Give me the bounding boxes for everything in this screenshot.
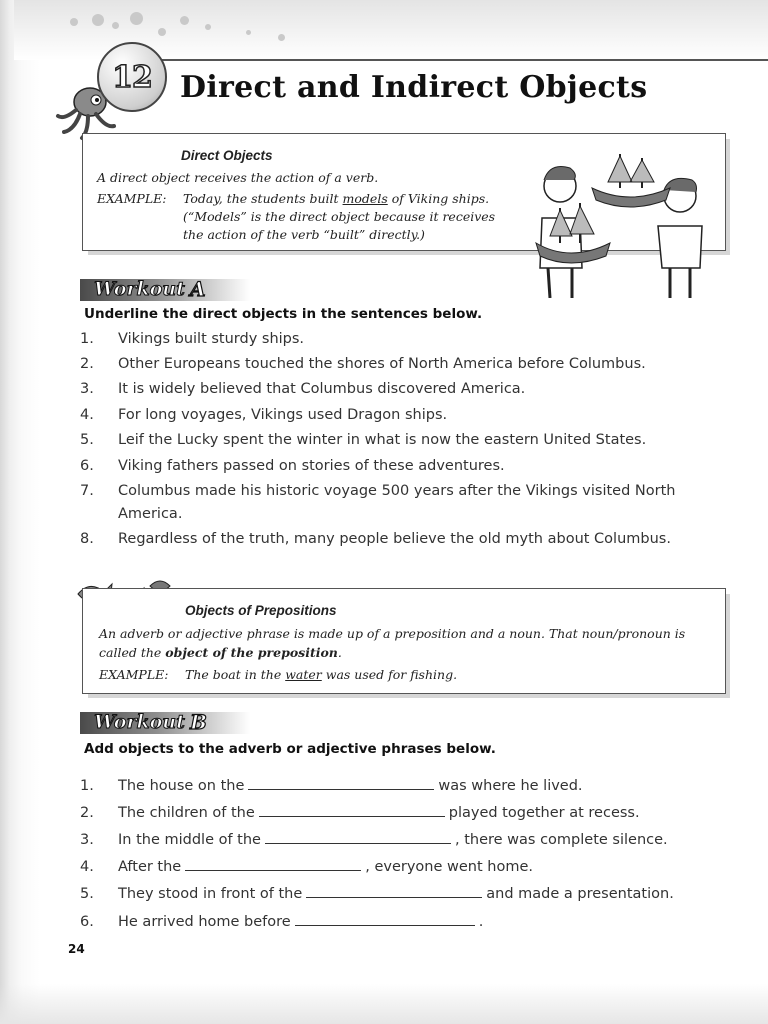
prepositions-box [82,588,726,694]
answer-blank[interactable] [295,911,475,926]
answer-blank[interactable] [185,856,361,871]
bold-term: object of the preposition [165,645,338,660]
page-number: 24 [68,942,85,956]
page-title: Direct and Indirect Objects [180,70,648,105]
list-item: 8. Regardless of the truth, many people believe the old myth about Columbus. [80,531,671,547]
box-heading: Direct Objects [181,148,273,163]
workout-a-instruction: Underline the direct objects in the sentences below. [84,306,483,322]
underlined-object: models [342,191,388,206]
answer-blank[interactable] [259,802,445,817]
list-item: 3. In the middle of the , there was complete silence. [80,829,668,848]
definition-text: An adverb or adjective phrase is made up of a preposition and a noun. That noun/pronoun is [99,626,686,641]
list-item: 5. They stood in front of the and made a presentation. [80,883,674,902]
workout-a-tag: Workout A [80,279,250,301]
definition-text: A direct object receives the action of a verb. [97,170,379,185]
answer-blank[interactable] [306,883,482,898]
students-with-viking-ship-models-illustration [530,148,720,298]
workout-b-instruction: Add objects to the adverb or adjective phrases below. [84,741,496,757]
lesson-number-badge [97,42,167,112]
list-item: 1. The house on the was where he lived. [80,775,583,794]
list-item: 3. It is widely believed that Columbus discovered America. [80,381,526,397]
list-item: 2. The children of the played together at recess. [80,802,640,821]
example-sentence: The boat in the water was used for fishing. [185,667,458,682]
definition-text: called the object of the preposition. [99,645,342,660]
list-item: 6. Viking fathers passed on stories of these adventures. [80,458,505,474]
list-item: 6. He arrived home before . [80,911,483,930]
lesson-number: 12 [112,59,152,95]
header-rule [150,59,768,61]
list-item: 2. Other Europeans touched the shores of North America before Columbus. [80,356,646,372]
page-bottom-shade [0,984,768,1024]
explanation-line: (“Models” is the direct object because it receives [183,209,496,224]
list-item: 7. Columbus made his historic voyage 500 years after the Vikings visited North [80,483,676,499]
example-label: EXAMPLE: [97,191,167,206]
list-item-continuation: America. [118,506,183,522]
answer-blank[interactable] [265,829,451,844]
workout-b-tag: Workout B [80,712,250,734]
list-item: 5. Leif the Lucky spent the winter in what is now the eastern United States. [80,432,647,448]
list-item: 1. Vikings built sturdy ships. [80,331,305,347]
example-sentence: Today, the students built models of Viking ships. [183,191,490,206]
list-item: 4. For long voyages, Vikings used Dragon ships. [80,407,448,423]
list-item: 4. After the , everyone went home. [80,856,533,875]
answer-blank[interactable] [248,775,434,790]
underlined-object: water [285,667,322,682]
explanation-line: the action of the verb “built” directly.) [183,227,425,242]
example-label: EXAMPLE: [99,667,169,682]
box-heading: Objects of Prepositions [185,603,337,618]
